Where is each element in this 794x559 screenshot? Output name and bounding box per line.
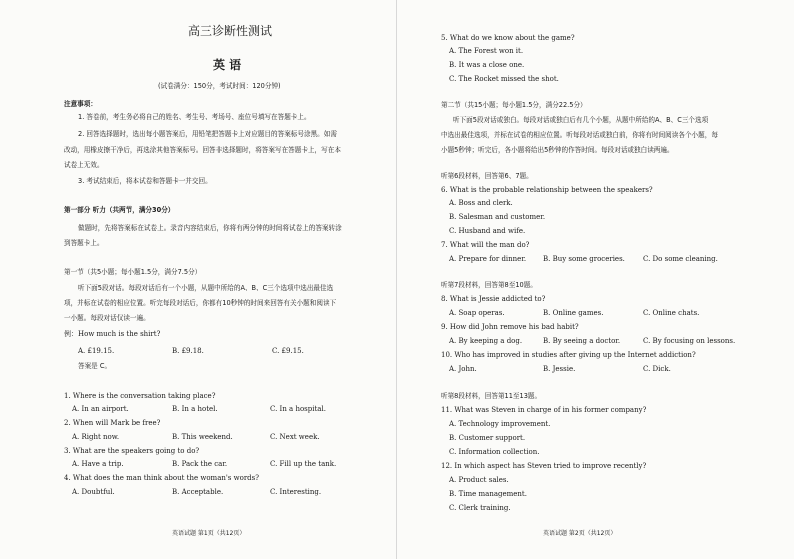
question-6-option-c: C. Husband and wife. <box>449 227 526 235</box>
notice-line: 试卷上无效。 <box>64 161 104 169</box>
question-1: 1. Where is the conversation taking place? <box>64 392 216 400</box>
example-option-c: C. £9.15. <box>272 347 304 355</box>
question-7: 7. What will the man do? <box>441 241 530 249</box>
section1-intro-line: 一小题。每段对话仅读一遍。 <box>64 314 150 322</box>
section1-intro-line: 听下面5段对话。每段对话后有一个小题，从题中所给的A、B、C三个选项中选出最佳选 <box>78 284 334 292</box>
question-4: 4. What does the man think about the woman's words? <box>64 474 259 482</box>
question-9-option-a: A. By keeping a dog. <box>449 337 523 345</box>
page-footer: 英语试题 第1页（共12页） <box>172 530 246 537</box>
example-answer: 答案是 C。 <box>78 362 112 370</box>
notice-line: 1. 答卷前，考生务必将自己的姓名、考生号、考场号、座位号填写在答题卡上。 <box>78 113 311 121</box>
question-3-option-b: B. Pack the car. <box>172 460 228 468</box>
question-8-option-a: A. Soap operas. <box>449 309 505 317</box>
exam-page-2 <box>397 0 794 559</box>
question-9-option-c: C. By focusing on lessons. <box>643 337 736 345</box>
exam-meta: (试卷满分：150分，考试时间：120分钟) <box>158 82 281 90</box>
question-9: 9. How did John remove his bad habit? <box>441 323 579 331</box>
question-10-option-a: A. John. <box>449 365 477 373</box>
part1-intro-line: 做题时，先将答案标在试卷上。录音内容结束后，你将有两分钟的时间将试卷上的答案转涂 <box>78 224 342 232</box>
page-footer: 英语试题 第2页（共12页） <box>543 530 617 537</box>
question-11-option-c: C. Information collection. <box>449 448 540 456</box>
part1-intro-line: 到答题卡上。 <box>64 239 104 247</box>
question-5-option-b: B. It was a close one. <box>449 61 525 69</box>
part1-heading: 第一部分 听力（共两节，满分30分） <box>64 206 175 214</box>
question-4-option-b: B. Acceptable. <box>172 488 224 496</box>
question-1-option-c: C. In a hospital. <box>270 405 326 413</box>
subject-heading: 英 语 <box>213 58 242 72</box>
question-12: 12. In which aspect has Steven tried to improve recently? <box>441 462 647 470</box>
question-5-option-c: C. The Rocket missed the shot. <box>449 75 559 83</box>
question-2-option-a: A. Right now. <box>72 433 120 441</box>
question-10: 10. Who has improved in studies after giving up the Internet addiction? <box>441 351 696 359</box>
section2-intro-line: 听下面5段对话或独白。每段对话或独白后有几个小题，从题中所给的A、B、C三个选项 <box>453 116 709 124</box>
question-11: 11. What was Steven in charge of in his former company? <box>441 406 647 414</box>
exam-title: 高三诊断性测试 <box>188 24 273 38</box>
question-12-option-c: C. Clerk training. <box>449 504 511 512</box>
material-8-heading: 听第8段材料，回答第11至13题。 <box>441 392 542 400</box>
question-8-option-b: B. Online games. <box>543 309 604 317</box>
question-2-option-b: B. This weekend. <box>172 433 233 441</box>
question-11-option-b: B. Customer support. <box>449 434 526 442</box>
question-2-option-c: C. Next week. <box>270 433 320 441</box>
question-3: 3. What are the speakers going to do? <box>64 447 200 455</box>
question-3-option-c: C. Fill up the tank. <box>270 460 337 468</box>
question-5: 5. What do we know about the game? <box>441 34 575 42</box>
question-9-option-b: B. By seeing a doctor. <box>543 337 621 345</box>
section1-heading: 第一节（共5小题；每小题1.5分，满分7.5分） <box>64 268 202 276</box>
material-7-heading: 听第7段材料，回答第8至10题。 <box>441 281 537 289</box>
section2-heading: 第二节（共15小题；每小题1.5分，满分22.5分） <box>441 101 587 109</box>
example-option-b: B. £9.18. <box>172 347 204 355</box>
question-10-option-b: B. Jessie. <box>543 365 576 373</box>
notice-line: 2. 回答选择题时，选出每小题答案后，用铅笔把答题卡上对应题目的答案标号涂黑。如需 <box>78 130 337 138</box>
notice-line: 3. 考试结束后，将本试卷和答题卡一并交回。 <box>78 177 212 185</box>
question-1-option-a: A. In an airport. <box>72 405 129 413</box>
question-4-option-c: C. Interesting. <box>270 488 322 496</box>
section2-intro-line: 中选出最佳选项，并标在试卷的相应位置。听每段对话或独白前，你将有时间阅读各个小题，每 <box>441 131 718 139</box>
example-option-a: A. £19.15. <box>78 347 115 355</box>
material-6-heading: 听第6段材料，回答第6、7题。 <box>441 172 533 180</box>
question-6: 6. What is the probable relationship between the speakers? <box>441 186 653 194</box>
question-5-option-a: A. The Forest won it. <box>449 47 524 55</box>
section2-intro-line: 小题5秒钟；听完后，各小题将给出5秒钟的作答时间。每段对话或独白读两遍。 <box>441 146 674 154</box>
question-12-option-a: A. Product sales. <box>449 476 509 484</box>
question-8-option-c: C. Online chats. <box>643 309 700 317</box>
question-6-option-a: A. Boss and clerk. <box>449 199 513 207</box>
question-7-option-c: C. Do some cleaning. <box>643 255 718 263</box>
question-6-option-b: B. Salesman and customer. <box>449 213 546 221</box>
notice-line: 改动，用橡皮擦干净后，再选涂其他答案标号。回答非选择题时，将答案写在答题卡上，写在本 <box>64 146 341 154</box>
question-11-option-a: A. Technology improvement. <box>449 420 551 428</box>
question-3-option-a: A. Have a trip. <box>72 460 124 468</box>
question-1-option-b: B. In a hotel. <box>172 405 218 413</box>
question-2: 2. When will Mark be free? <box>64 419 161 427</box>
example-question: 例：How much is the shirt? <box>64 330 161 338</box>
notice-heading: 注意事项： <box>64 100 97 108</box>
question-8: 8. What is Jessie addicted to? <box>441 295 546 303</box>
question-7-option-b: B. Buy some groceries. <box>543 255 625 263</box>
section1-intro-line: 项，并标在试卷的相应位置。听完每段对话后，你都有10秒钟的时间来回答有关小题和阅读下 <box>64 299 337 307</box>
question-4-option-a: A. Doubtful. <box>72 488 115 496</box>
question-7-option-a: A. Prepare for dinner. <box>449 255 527 263</box>
question-10-option-c: C. Dick. <box>643 365 671 373</box>
question-12-option-b: B. Time management. <box>449 490 527 498</box>
